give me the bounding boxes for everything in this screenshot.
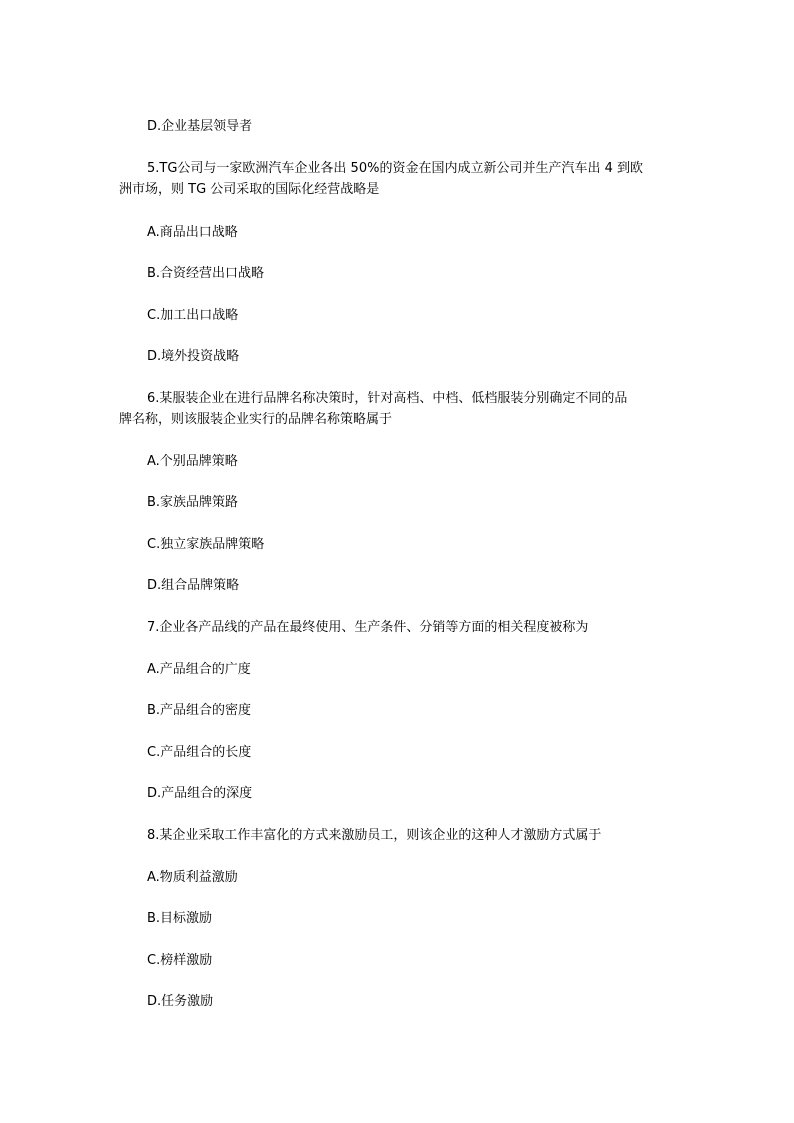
q7-option-d: D.产品组合的深度 — [147, 786, 253, 801]
q4-option-d: D.企业基层领导者 — [147, 119, 253, 134]
q8-option-b: B.目标激励 — [147, 911, 213, 926]
q5-stem: 5.TG公司与一家欧洲汽车企业各出 50%的资金在国内成立新公司并生产汽车出 4 到欧 — [147, 161, 643, 176]
q6-stem-cont: 牌名称，则该服装企业实行的品牌名称策略属于 — [119, 412, 393, 427]
q7-stem: 7.企业各产品线的产品在最终使用、生产条件、分销等方面的相关程度被称为 — [147, 620, 589, 635]
q5-option-d: D.境外投资战略 — [147, 349, 240, 364]
q5-option-a: A.商品出口战略 — [147, 225, 238, 240]
q5-stem-cont: 洲市场，则 TG 公司采取的国际化经营战略是 — [119, 182, 380, 197]
q6-stem: 6.某服装企业在进行品牌名称决策时，针对高档、中档、低档服装分别确定不同的品 — [147, 391, 628, 406]
q8-stem: 8.某企业采取工作丰富化的方式来激励员工，则该企业的这种人才激励方式属于 — [147, 828, 602, 843]
q8-option-c: C.榜样激励 — [147, 953, 213, 968]
q5-option-b: B.合资经营出口战略 — [147, 266, 265, 281]
q6-option-c: C.独立家族品牌策略 — [147, 537, 265, 552]
q7-option-b: B.产品组合的密度 — [147, 703, 252, 718]
q5-option-c: C.加工出口战略 — [147, 308, 239, 323]
q6-option-b: B.家族品牌策路 — [147, 495, 239, 510]
q6-option-a: A.个别品牌策略 — [147, 454, 238, 469]
q7-option-c: C.产品组合的长度 — [147, 745, 252, 760]
q8-option-d: D.任务激励 — [147, 994, 214, 1009]
q7-option-a: A.产品组合的广度 — [147, 662, 251, 677]
q6-option-d: D.组合品牌策略 — [147, 578, 240, 593]
q8-option-a: A.物质利益激励 — [147, 870, 238, 885]
